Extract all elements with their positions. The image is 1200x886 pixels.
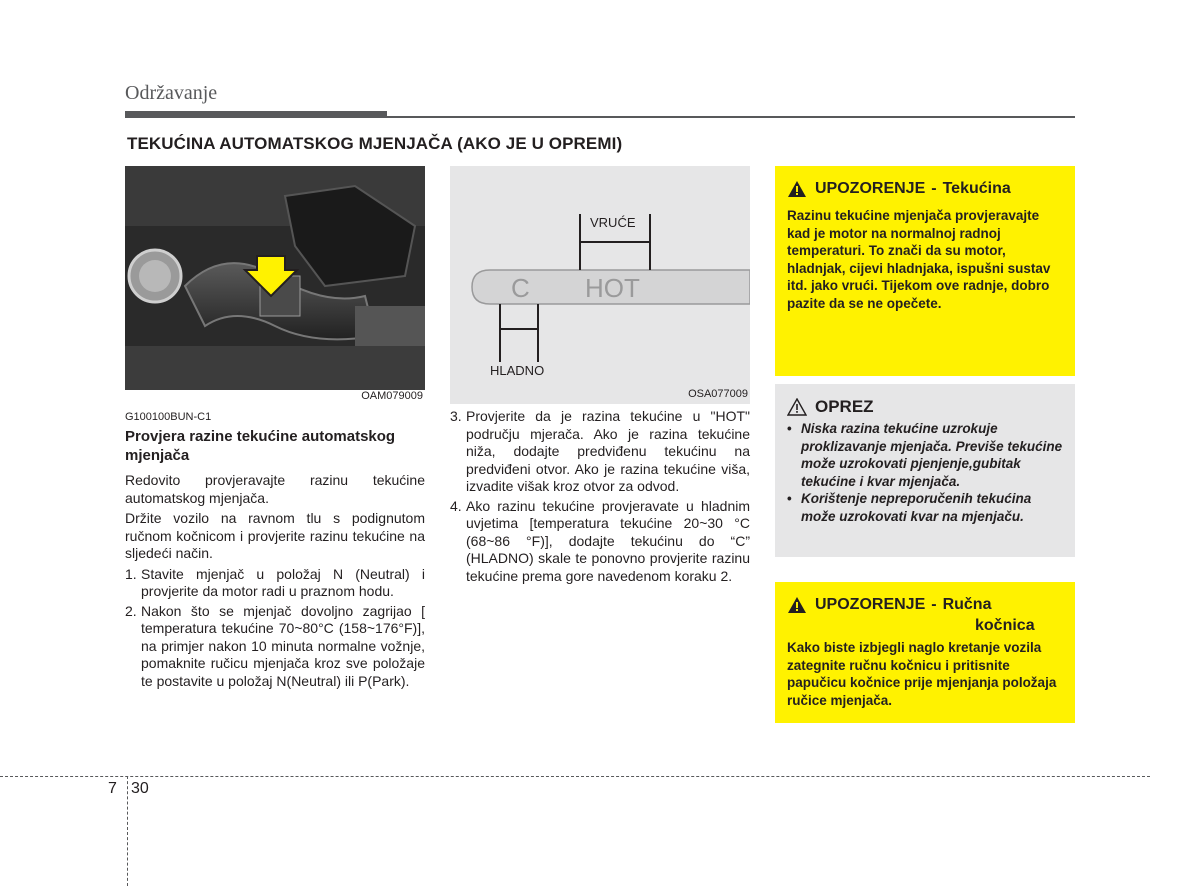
figure-code-left: OAM079009: [361, 390, 423, 402]
caution-bullet: • Korištenje nepreporučenih tekućina može uzrokovati kvar na mjenjaču.: [787, 490, 1065, 525]
chapter-number: 7: [108, 780, 117, 797]
warning-subject: Ručna: [942, 596, 992, 613]
warning-box-fluid: [775, 166, 1075, 376]
dipstick-c-mark: C: [511, 273, 530, 303]
caution-title: [787, 397, 874, 417]
list-item: [450, 408, 750, 496]
list-text: Stavite mjenjač u položaj N (Neutral) i provjerite da motor radi u praznom hodu.: [141, 565, 425, 599]
warning-label: UPOZORENJE: [815, 596, 926, 613]
warning-subject-line2: kočnica: [975, 617, 1035, 634]
list-text: Provjerite da je razina tekućine u "HOT" području mjerača. Ako je razina tekućine niža, dodajte predviđenu tekućinu na predviđeni otvor. Ako je razina tekućine viša, izvadite višak kroz otvor za odvod.: [466, 408, 750, 494]
list-number: 2.: [125, 602, 137, 619]
footer-rule: [0, 776, 1150, 777]
warning-subject: Tekućina: [942, 180, 1011, 197]
section-title: Održavanje: [125, 82, 218, 104]
engine-photo-illustration: [125, 166, 425, 404]
dipstick-diagram: [450, 166, 750, 404]
page-number: 30: [131, 780, 149, 797]
header-rule-thick: [125, 111, 387, 118]
header-rule-thin: [387, 116, 1075, 118]
engine-photo: [125, 166, 425, 404]
warning-label: UPOZORENJE: [815, 180, 926, 197]
paragraph: Držite vozilo na ravnom tlu s podignutom ručnom kočnicom i provjerite razinu tekućine na sljedeći način.: [125, 510, 425, 561]
warning-title: UPOZORENJE - Tekućina: [787, 180, 1011, 198]
warning-triangle-icon: [787, 180, 807, 198]
sub-heading: Provjera razine tekućine automatskog mjenjača: [125, 428, 396, 464]
footer-divider: [127, 776, 128, 886]
caution-list: [787, 420, 1065, 525]
warning-body: Razinu tekućine mjenjača provjeravajte kad je motor na normalnoj radnoj temperaturi. To znači da su motor, hladnjak, cijevi hladnjaka, ispušni sustav itd. jako vrući. Tijekom ove radnje, dobro pazite da se ne opečete.: [787, 208, 1051, 311]
caution-bullet-text: Niska razina tekućine uzrokuje proklizavanje mjenjača. Previše tekućine može uzrokovati pjenjenje,gubitak tekućine i kvar mjenjača.: [801, 421, 1063, 489]
list-item: [450, 498, 750, 586]
left-column: [125, 472, 425, 692]
section-code: G100100BUN-C1: [125, 411, 212, 423]
caution-bullet-text: Korištenje nepreporučenih tekućina može uzrokovati kvar na mjenjaču.: [801, 491, 1032, 524]
caution-triangle-icon: [787, 398, 807, 416]
photo-caption-strip: [125, 390, 425, 404]
list-item: [125, 566, 425, 601]
page-title: TEKUĆINA AUTOMATSKOG MJENJAČA (AKO JE U OPREMI): [127, 134, 623, 153]
caution-box: [775, 384, 1075, 557]
warning-triangle-icon: [787, 596, 807, 614]
label-cold: HLADNO: [490, 363, 545, 378]
list-text: Nakon što se mjenjač dovoljno zagrijao [ temperatura tekućine 70~80°C (158~176°F)], na primjer nakon 10 minuta normalne vožnje, pomaknite ručicu mjenjača kroz sve položaje te postavite u položaj N(Neutral) ili P(Park).: [141, 602, 425, 689]
label-hot: VRUĆE: [590, 215, 636, 230]
list-item: [125, 603, 425, 691]
list-number: 1.: [125, 565, 137, 582]
caution-bullet: • Niska razina tekućine uzrokuje proklizavanje mjenjača. Previše tekućine može uzrokovati pjenjenje,gubitak tekućine i kvar mjenjača.: [787, 420, 1065, 490]
warning-box-brake: [775, 582, 1075, 723]
warning-body: Kako biste izbjegli naglo kretanje vozila zategnite ručnu kočnicu i pritisnite papučicu kočnice prije mjenjanja položaja ručice mjenjača.: [787, 640, 1057, 708]
figure-code-right: OSA077009: [688, 388, 748, 400]
caution-label: OPREZ: [815, 397, 874, 416]
list-number: 4.: [450, 497, 462, 514]
list-text: Ako razinu tekućine provjeravate u hladnim uvjetima [temperatura tekućine 20~30 °C (68~86 °F)], dodajte tekućinu do “C” (HLADNO) skale te ponovno provjerite razinu tekućine prema gore navedenom koraku 2.: [466, 497, 750, 584]
dipstick-hot-mark: HOT: [585, 273, 640, 303]
middle-column: [450, 408, 750, 587]
warning-title: UPOZORENJE - Ručna: [787, 596, 991, 614]
list-number: 3.: [450, 408, 462, 424]
paragraph: Redovito provjeravajte razinu tekućine automatskog mjenjača.: [125, 472, 425, 506]
